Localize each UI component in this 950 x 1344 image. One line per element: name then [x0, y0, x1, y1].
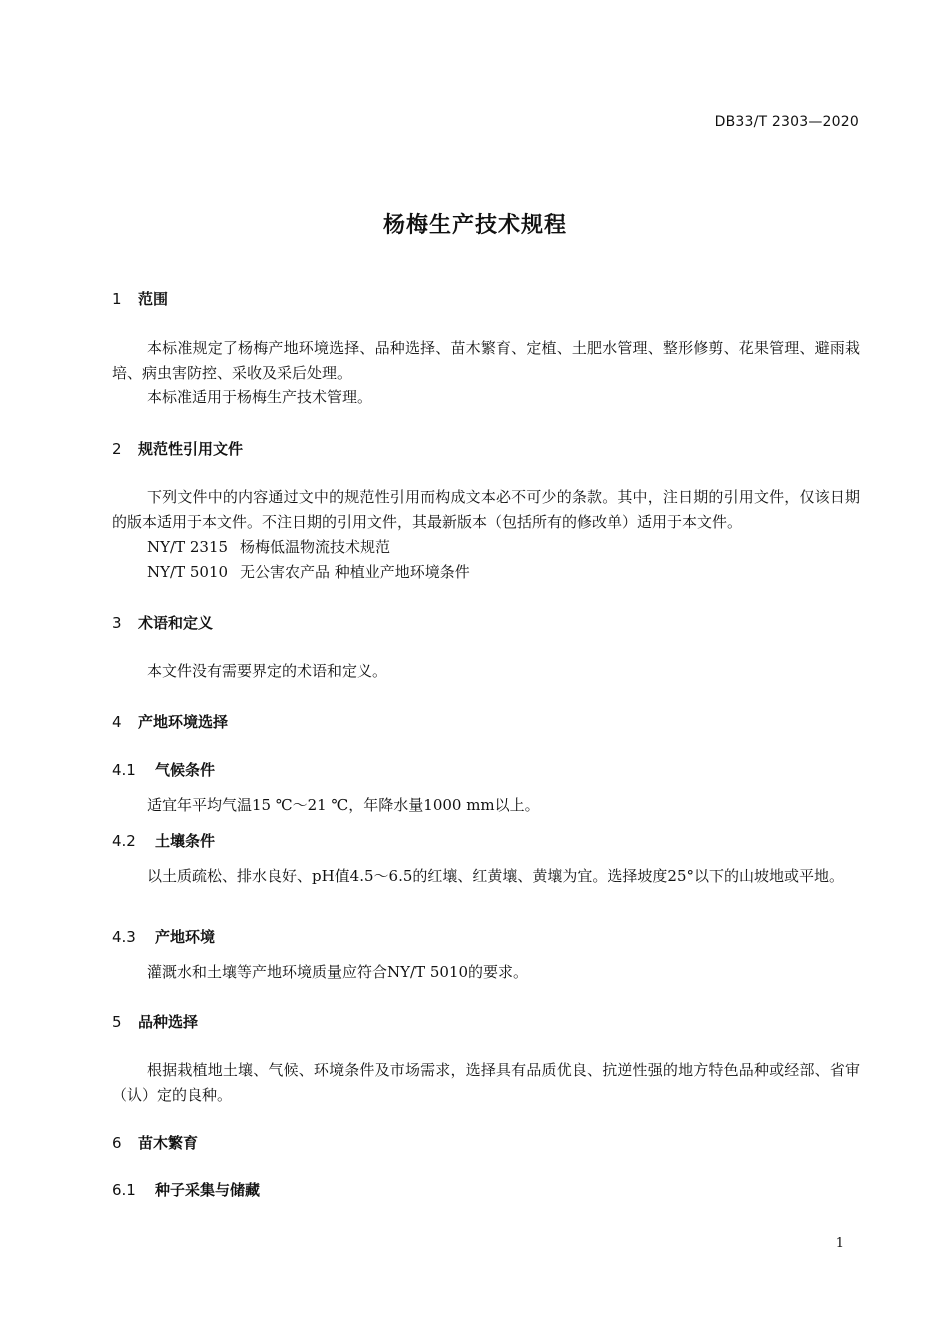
section-number: 1 [112, 290, 122, 308]
section-6-heading [112, 1132, 198, 1153]
section-number: 2 [112, 440, 122, 458]
reference-title: 无公害农产品 种植业产地环境条件 [240, 563, 470, 581]
section-3-heading [112, 612, 213, 633]
subsection-title: 土壤条件 [155, 832, 216, 850]
subsection-4-1-text: 适宜年平均气温15 ℃～21 ℃，年降水量1000 mm以上。 [147, 796, 540, 814]
section-number: 5 [112, 1013, 122, 1031]
section-title: 范围 [138, 290, 169, 308]
subsection-4-3-text: 灌溉水和土壤等产地环境质量应符合NY/T 5010的要求。 [147, 963, 529, 981]
section-1-paragraph-1: 本标准规定了杨梅产地环境选择、品种选择、苗木繁育、定植、土肥水管理、整形修剪、花果管理、避雨栽培、病虫害防控、采收及采后处理。 [112, 339, 860, 382]
subsection-6-1-heading [112, 1179, 260, 1200]
section-2-paragraph-1: 下列文件中的内容通过文中的规范性引用而构成文本必不可少的条款。其中，注日期的引用文件，仅该日期的版本适用于本文件。不注日期的引用文件，其最新版本（包括所有的修改单）适用于本文件。 [112, 488, 860, 531]
reference-title: 杨梅低温物流技术规范 [240, 538, 391, 556]
subsection-title: 气候条件 [155, 761, 216, 779]
section-title: 规范性引用文件 [138, 440, 244, 458]
reference-item [147, 561, 470, 582]
subsection-4-1-heading [112, 759, 215, 780]
section-1-heading [112, 288, 168, 309]
document-title: 杨梅生产技术规程 [382, 213, 567, 238]
section-title: 品种选择 [138, 1013, 199, 1031]
subsection-title: 种子采集与储藏 [155, 1181, 261, 1199]
standard-code: DB33/T 2303—2020 [714, 114, 859, 130]
section-3-paragraph-1: 本文件没有需要界定的术语和定义。 [147, 662, 388, 680]
section-number: 3 [112, 614, 122, 632]
section-title: 术语和定义 [138, 614, 214, 632]
subsection-4-2-heading [112, 830, 215, 851]
section-5-heading [112, 1011, 198, 1032]
section-1-paragraph-2: 本标准适用于杨梅生产技术管理。 [147, 388, 373, 406]
subsection-4-3-heading [112, 926, 215, 947]
reference-code: NY/T 2315 [147, 538, 229, 556]
subsection-4-2-text: 以土质疏松、排水良好、pH值4.5～6.5的红壤、红黄壤、黄壤为宜。选择坡度25°以下的山坡地或平地。 [147, 867, 844, 885]
section-4-heading [112, 711, 228, 732]
section-number: 6 [112, 1134, 122, 1152]
subsection-number: 6.1 [112, 1181, 136, 1199]
subsection-title: 产地环境 [155, 928, 216, 946]
section-2-heading [112, 438, 243, 459]
page-number: 1 [835, 1236, 844, 1251]
section-title: 苗木繁育 [138, 1134, 199, 1152]
reference-code: NY/T 5010 [147, 563, 229, 581]
subsection-number: 4.2 [112, 832, 136, 850]
section-title: 产地环境选择 [138, 713, 229, 731]
reference-item [147, 536, 390, 557]
subsection-number: 4.1 [112, 761, 136, 779]
section-number: 4 [112, 713, 122, 731]
section-5-paragraph-1: 根据栽植地土壤、气候、环境条件及市场需求，选择具有品质优良、抗逆性强的地方特色品种或经部、省审（认）定的良种。 [112, 1061, 860, 1104]
subsection-number: 4.3 [112, 928, 136, 946]
